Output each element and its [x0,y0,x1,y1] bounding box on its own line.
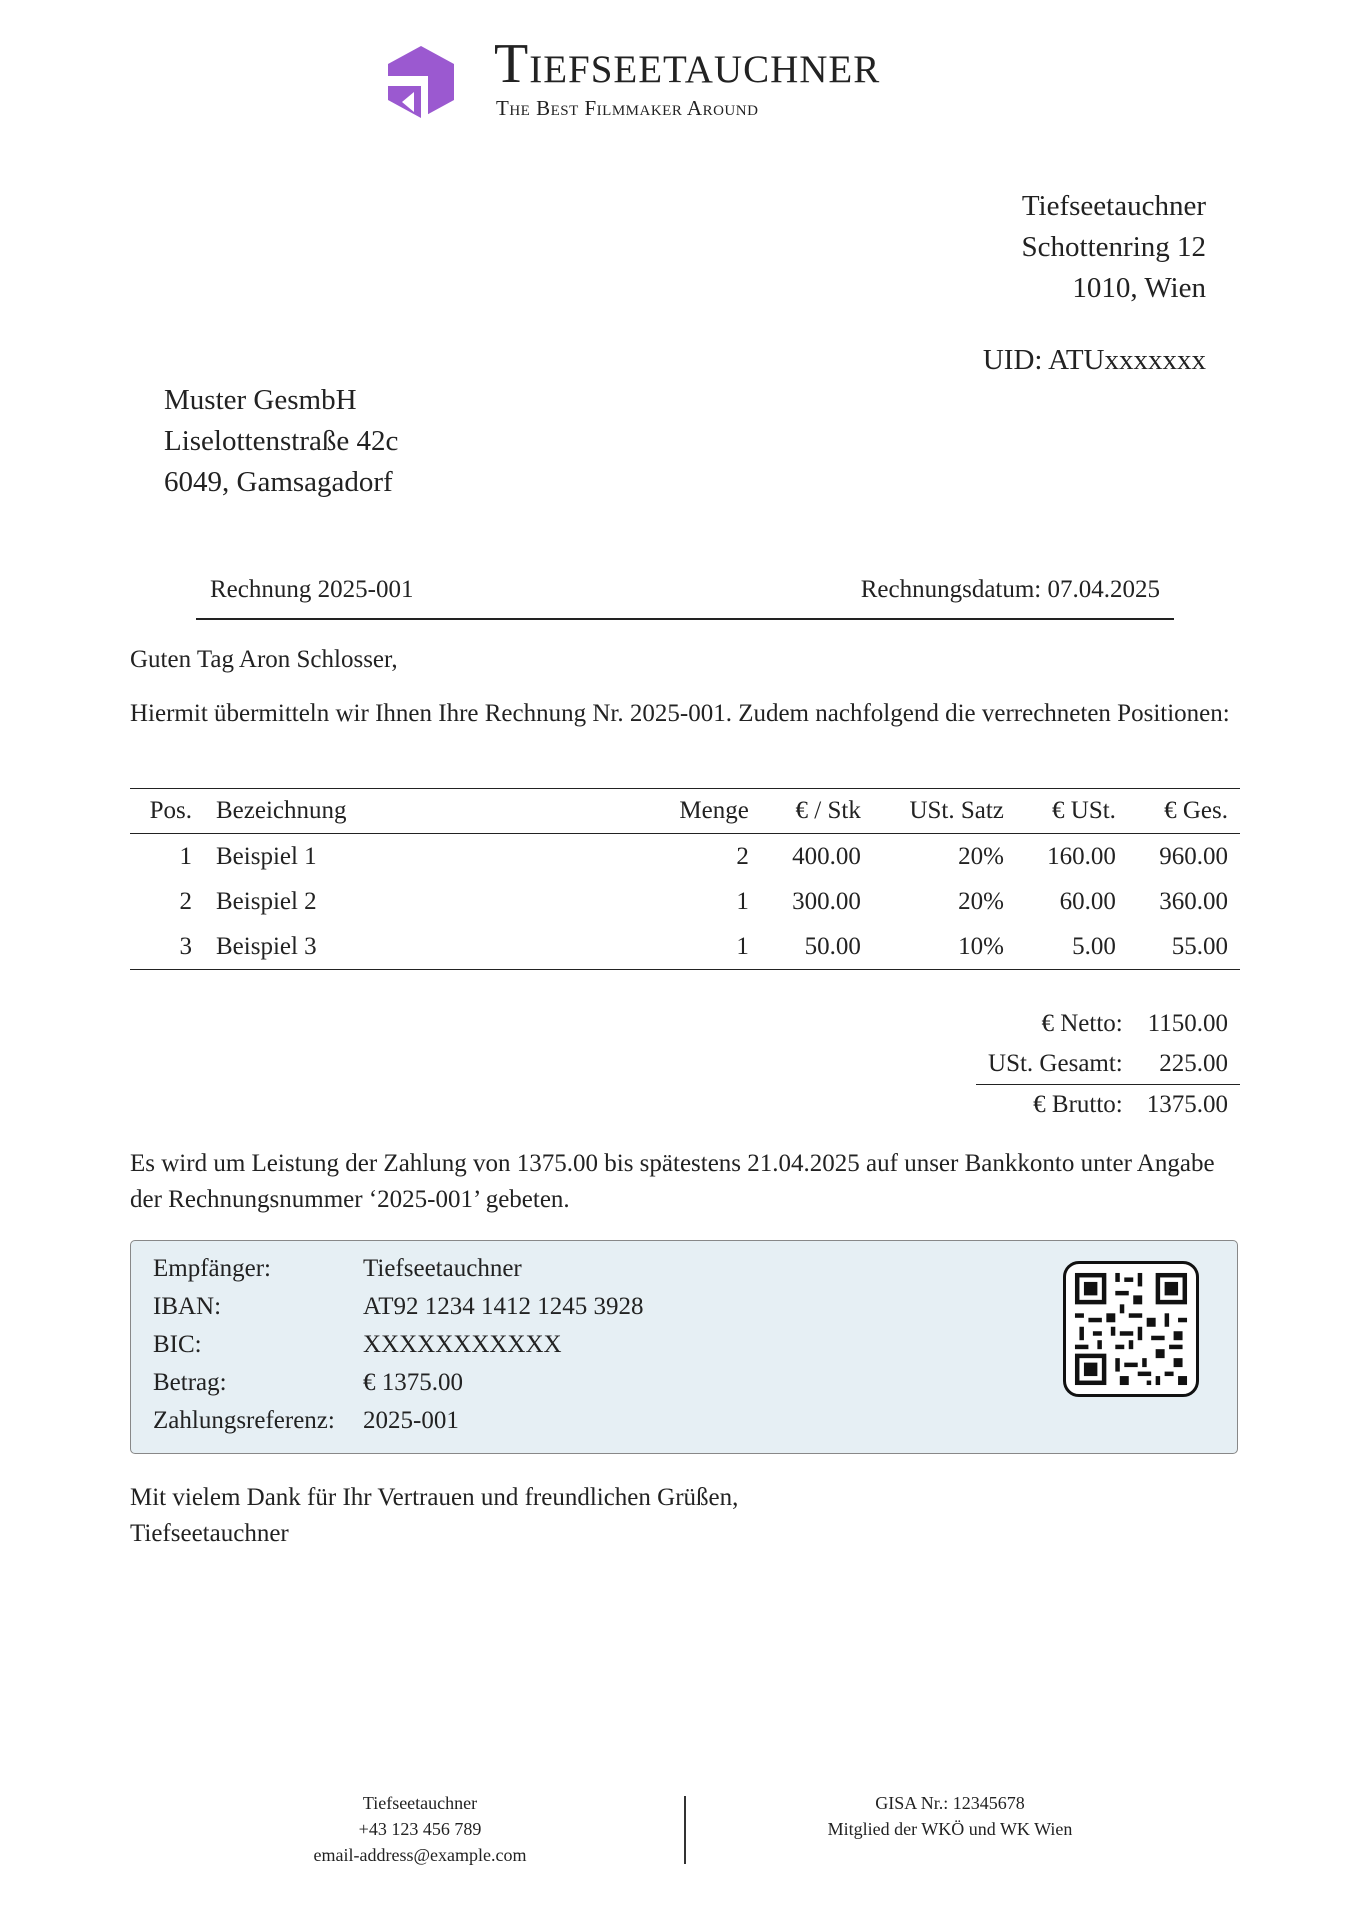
totals-row-net [976,1004,1240,1044]
bank-row-reference [153,1407,459,1435]
col-name: Bezeichnung [204,789,648,834]
cell-total: 360.00 [1159,887,1228,915]
totals-row-tax [976,1044,1240,1085]
bank-label: Betrag: [153,1369,227,1396]
table-row [130,924,1240,970]
table-header-row [130,789,1240,834]
table-row [130,879,1240,924]
footer-membership: Mitglied der WKÖ und WK Wien [827,1819,1073,1839]
bank-value: Tiefseetauchner [363,1255,522,1282]
footer-name: Tiefseetauchner [362,1793,478,1813]
sender-uid: UID: ATUxxxxxxx [982,344,1206,376]
bank-label: IBAN: [153,1293,222,1320]
closing-signature: Tiefseetauchner [130,1520,289,1547]
footer-divider [684,1796,686,1864]
payment-text: Es wird um Leistung der Zahlung von 1375.00 bis spätestens 21.04.2025 auf unser Bankkonto unter Angabe der Rechnungsnummer ‘2025-001’ gebeten. [130,1150,1215,1213]
brand-tagline: The Best Filmmaker Around [496,96,759,120]
totals-value: 1150.00 [1147,1010,1228,1037]
cell-name: Beispiel 1 [216,842,317,870]
brand-name: Tiefseetauchner [494,33,881,95]
intro-text: Hiermit übermitteln wir Ihnen Ihre Rechnung Nr. 2025-001. Zudem nachfolgend die verrechneten Positionen: [130,700,1230,727]
cell-unit-price: 400.00 [792,842,861,870]
cell-unit-price: 300.00 [792,887,861,915]
bank-details-box [130,1240,1238,1454]
totals-row-gross [976,1085,1240,1126]
cell-pos: 2 [179,887,192,915]
cell-tax: 60.00 [1059,887,1116,915]
bank-row-bic [153,1331,562,1359]
logo-icon [388,46,454,118]
col-total: € Ges. [1128,789,1240,834]
sender-city: 1010, Wien [1072,272,1206,304]
cell-qty: 1 [736,887,749,915]
cell-unit-price: 50.00 [761,924,873,970]
cell-total: 55.00 [1128,924,1240,970]
totals-value: 1375.00 [1146,1091,1228,1118]
totals-label: USt. Gesamt: [976,1044,1135,1085]
col-tax-rate: USt. Satz [873,789,1016,834]
invoice-number: Rechnung 2025-001 [210,576,414,603]
recipient-city: 6049, Gamsagadorf [164,466,393,498]
cell-qty: 2 [736,842,749,870]
totals-label: € Netto: [1041,1010,1123,1037]
bank-value: XXXXXXXXXXX [363,1331,562,1358]
footer-phone: +43 123 456 789 [358,1819,482,1839]
bank-row-iban [153,1293,644,1321]
table-row [130,834,1240,880]
bank-label: BIC: [153,1331,202,1358]
greeting: Guten Tag Aron Schlosser, [130,646,398,673]
cell-tax-rate: 20% [958,842,1004,870]
cell-tax-rate: 10% [873,924,1016,970]
closing [130,1480,738,1552]
recipient-name: Muster GesmbH [164,384,357,416]
invoice-date: Rechnungsdatum: 07.04.2025 [860,576,1160,603]
col-pos: Pos. [130,789,204,834]
sender-name: Tiefseetauchner [1021,190,1206,222]
totals-label: € Brutto: [1033,1091,1123,1118]
bank-value: 2025-001 [363,1407,459,1434]
cell-name: Beispiel 3 [204,924,648,970]
sender-address [1022,186,1206,309]
bank-label: Zahlungsreferenz: [153,1407,335,1434]
footer-contact [290,1790,550,1868]
sender-street: Schottenring 12 [1021,231,1206,263]
qr-code-icon [1063,1261,1199,1397]
cell-pos: 1 [179,842,192,870]
cell-tax: 5.00 [1016,924,1128,970]
cell-pos: 3 [130,924,204,970]
cell-tax-rate: 20% [958,887,1004,915]
invoice-header [196,568,1174,620]
footer-gisa: GISA Nr.: 12345678 [875,1793,1025,1813]
items-table [130,788,1240,970]
bank-row-recipient [153,1255,522,1283]
bank-value: AT92 1234 1412 1245 3928 [363,1293,644,1320]
totals-table [976,1004,1240,1125]
bank-value: € 1375.00 [363,1369,463,1396]
bank-label: Empfänger: [153,1255,272,1282]
footer-registration [790,1790,1110,1842]
col-tax: € USt. [1016,789,1128,834]
cell-total: 960.00 [1159,842,1228,870]
col-unit-price: € / Stk [761,789,873,834]
totals-value: 225.00 [1135,1044,1240,1085]
cell-qty: 1 [648,924,761,970]
recipient-address [164,380,398,503]
footer-email: email-address@example.com [313,1845,527,1865]
bank-row-amount [153,1369,463,1397]
cell-name: Beispiel 2 [216,887,317,915]
col-qty: Menge [648,789,761,834]
closing-line: Mit vielem Dank für Ihr Vertrauen und freundlichen Grüßen, [130,1484,739,1511]
recipient-street: Liselottenstraße 42c [164,425,399,457]
cell-tax: 160.00 [1047,842,1116,870]
